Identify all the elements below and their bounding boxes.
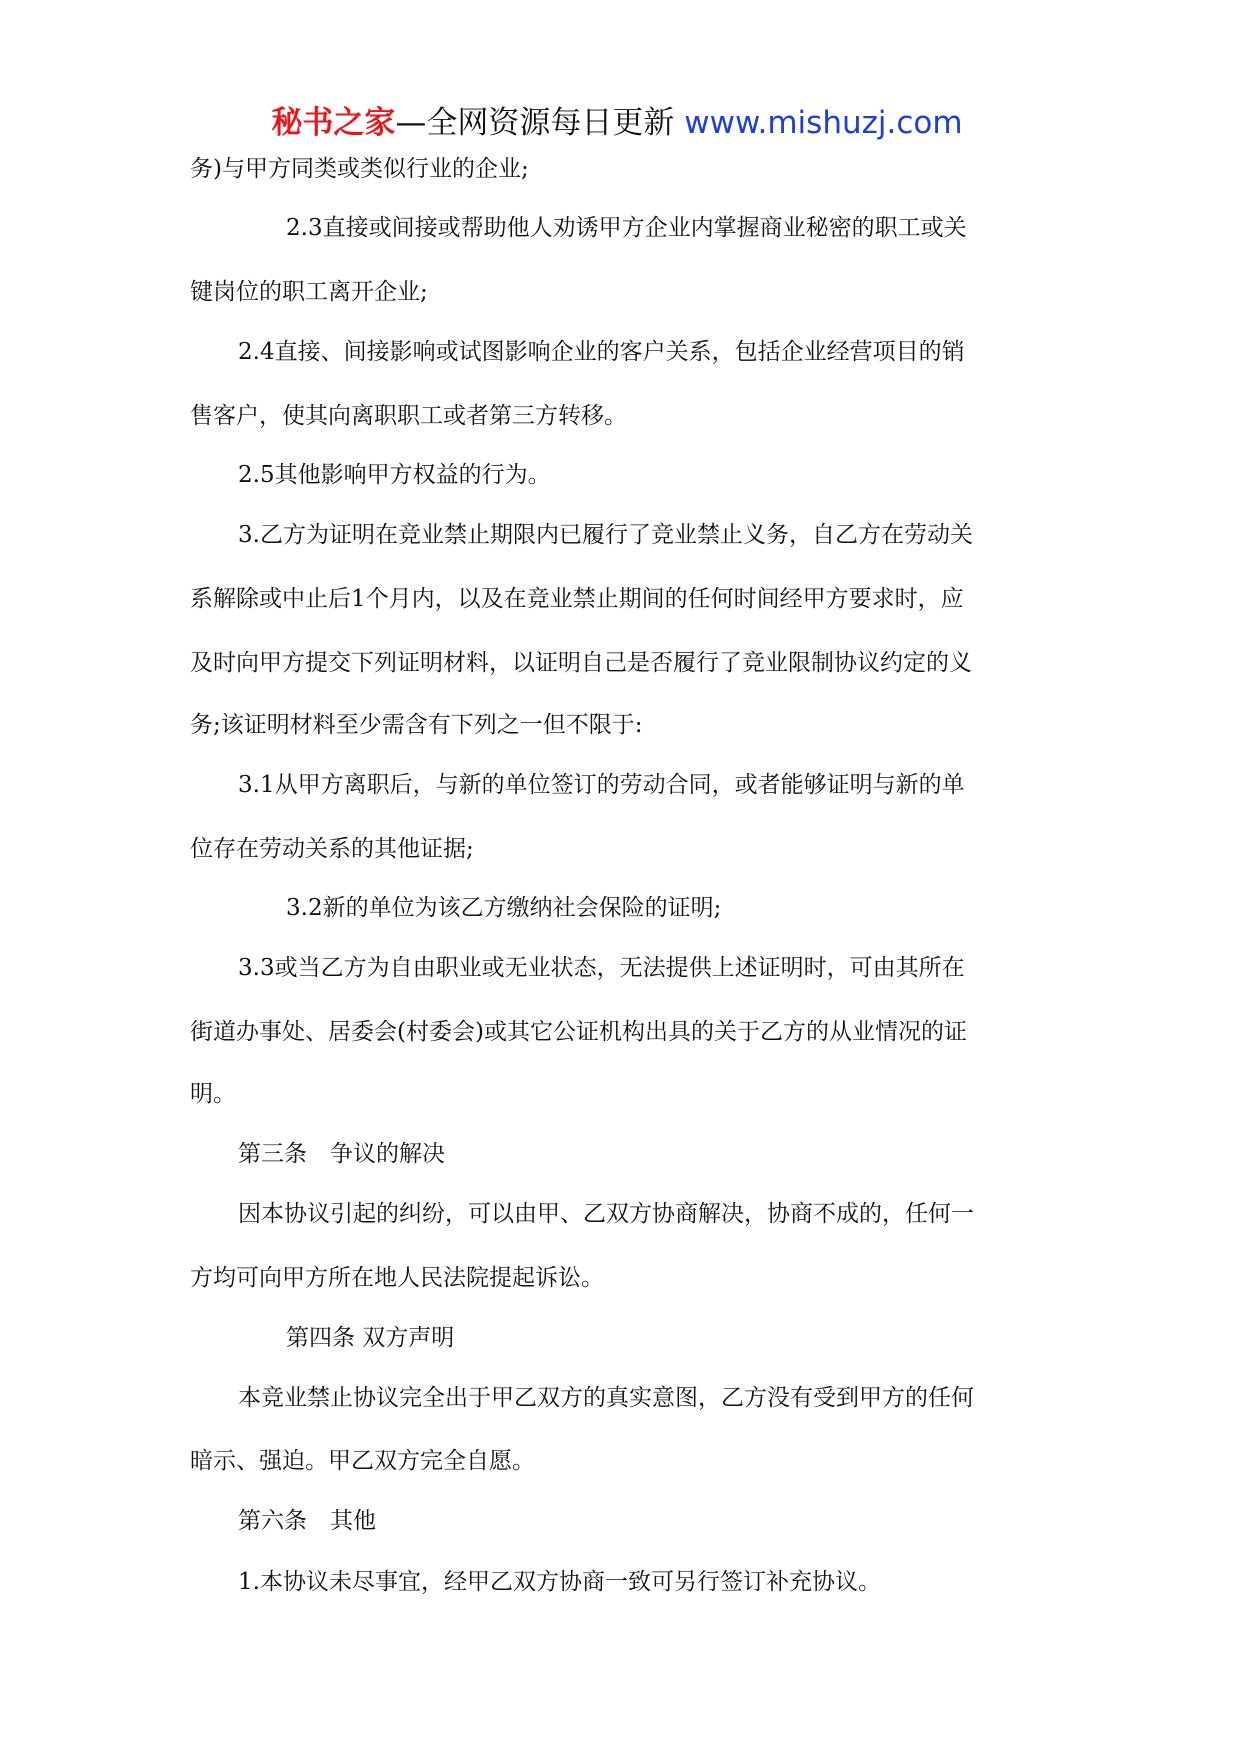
text-line: 位存在劳动关系的其他证据; [190,836,474,862]
text-line: 2.3直接或间接或帮助他人劝诱甲方企业内掌握商业秘密的职工或关 [286,215,967,241]
text-line: 3.2新的单位为该乙方缴纳社会保险的证明; [286,895,722,921]
text-line: 2.5其他影响甲方权益的行为。 [238,462,551,488]
text-line: 务)与甲方同类或类似行业的企业; [190,156,529,182]
section-heading: 第三条 争议的解决 [238,1141,445,1167]
text-line: 因本协议引起的纠纷，可以由甲、乙双方协商解决，协商不成的，任何一 [238,1201,974,1227]
text-line: 3.乙方为证明在竞业禁止期限内已履行了竞业禁止义务，自乙方在劳动关 [238,522,973,548]
section-heading: 第四条 双方声明 [286,1325,455,1351]
text-line: 街道办事处、居委会(村委会)或其它公证机构出具的关于乙方的从业情况的证 [190,1019,967,1045]
text-line: 2.4直接、间接影响或试图影响企业的客户关系，包括企业经营项目的销 [238,339,965,365]
text-line: 方均可向甲方所在地人民法院提起诉讼。 [190,1265,604,1291]
text-line: 3.3或当乙方为自由职业或无业状态，无法提供上述证明时，可由其所在 [238,955,965,981]
text-line: 明。 [190,1081,236,1107]
section-heading: 第六条 其他 [238,1508,376,1534]
text-line: 系解除或中止后1个月内，以及在竞业禁止期间的任何时间经甲方要求时，应 [190,586,964,612]
site-header [0,102,1234,144]
text-line: 售客户，使其向离职职工或者第三方转移。 [190,403,627,429]
text-line: 3.1从甲方离职后，与新的单位签订的劳动合同，或者能够证明与新的单 [238,772,965,798]
site-url: www.mishuzj.com [684,105,963,141]
text-line: 暗示、强迫。甲乙双方完全自愿。 [190,1448,535,1474]
text-line: 键岗位的职工离开企业; [190,279,428,305]
text-line: 及时向甲方提交下列证明材料，以证明自己是否履行了竞业限制协议约定的义 [190,650,972,676]
text-line: 务;该证明材料至少需含有下列之一但不限于: [190,712,643,738]
text-line: 1.本协议未尽事宜，经甲乙双方协商一致可另行签订补充协议。 [238,1569,881,1595]
site-tagline: —全网资源每日更新 [395,105,675,141]
text-line: 本竞业禁止协议完全出于甲乙双方的真实意图，乙方没有受到甲方的任何 [238,1385,974,1411]
site-brand: 秘书之家 [271,105,396,141]
